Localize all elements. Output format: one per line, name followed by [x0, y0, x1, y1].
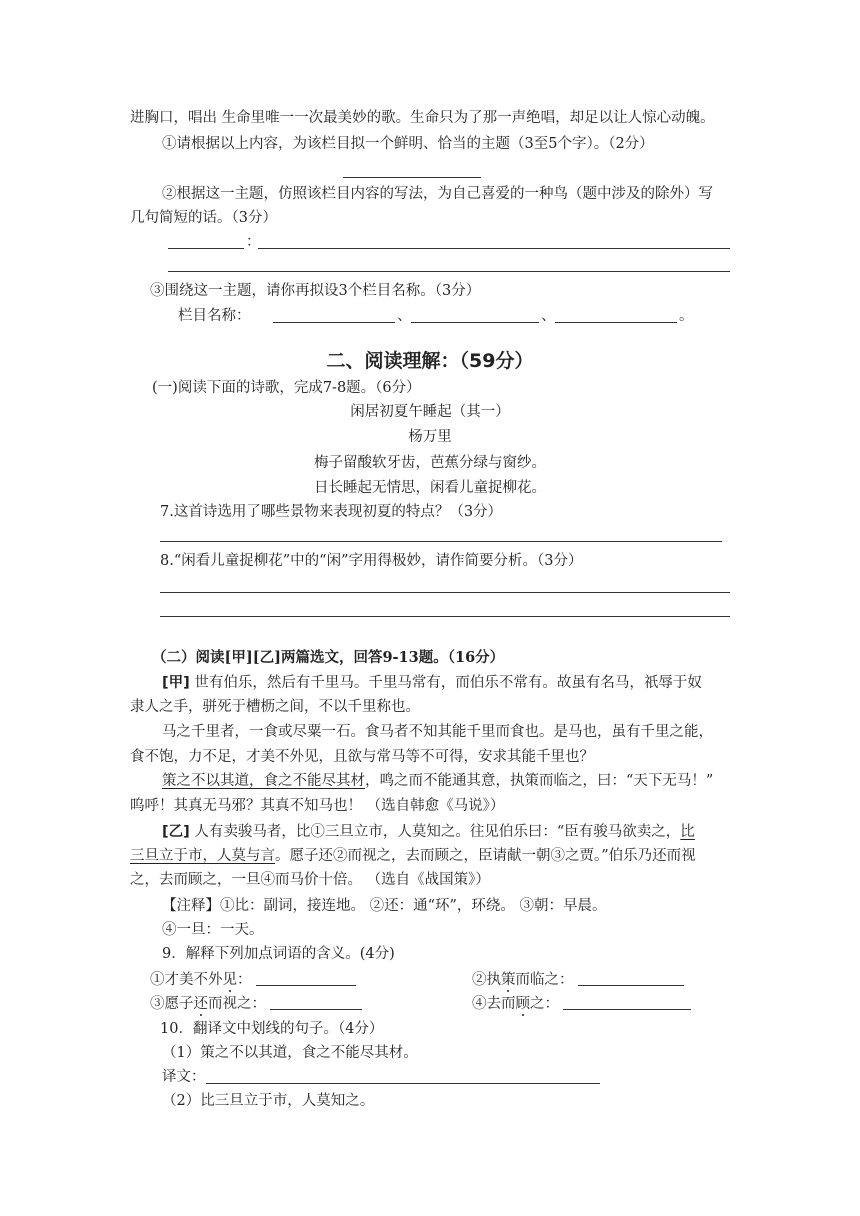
column-names-label: 栏目名称： — [178, 308, 251, 324]
question-9: 9．解释下列加点词语的含义。(4分) — [162, 946, 395, 962]
poem-title: 闲居初夏午睡起（其一） — [350, 404, 510, 420]
question-9-item — [150, 994, 362, 1014]
question-9-item — [150, 970, 356, 990]
underlined-sentence-2a: 比 — [680, 824, 695, 840]
passage-jia-line: 隶人之手，骈死于槽枥之间，不以千里称也。 — [130, 699, 420, 715]
passage-text: 。愿子还②而视之，去而顾之，臣请献一朝③之贾。”伯乐乃还而视 — [275, 848, 696, 864]
passage-yi-line — [130, 846, 696, 866]
question-8: 8.“闲看儿童捉柳花”中的“闲”字用得极妙，请作简要分析。（3分） — [160, 553, 583, 569]
question-10-item: （2）比三旦立于市，人莫知之。 — [162, 1093, 375, 1109]
answer-line-theme — [343, 177, 481, 178]
passage-jia-line — [162, 771, 713, 791]
annotation: ④一旦：一天。 — [162, 922, 264, 938]
underlined-sentence-1: 策之不以其道，食之不能尽其材 — [162, 773, 365, 789]
passage-jia-line: 呜呼！其真无马邪？其真不知马也！ （选自韩愈《马说》） — [130, 798, 505, 814]
q9-text: ②执 — [472, 972, 501, 988]
annotation: 【注释】①比：副词，接连地。 ②还：通“环”，环绕。 ③朝：早晨。 — [162, 898, 607, 914]
q9-text: 之： — [530, 996, 559, 1012]
answer-line-bird-name — [168, 248, 244, 249]
poem-line: 梅子留酸软牙齿，芭蕉分绿与窗纱。 — [314, 455, 546, 471]
answer-line-column-1 — [273, 322, 395, 323]
intro-text-line: 进胸口，唱出 生命里唯一一次最美妙的歌。生命只为了那一声绝唱，却足以让人惊心动魄。 — [130, 110, 715, 126]
answer-line-q8-1 — [160, 592, 730, 593]
answer-blank — [578, 971, 684, 986]
question-2-line2: 几句简短的话。（3分） — [130, 210, 277, 226]
dotted-word: 还 — [193, 996, 208, 1012]
separator: 、 — [541, 308, 556, 324]
question-2-line1: ②根据这一主题，仿照该栏目内容的写法，为自己喜爱的一种鸟（题中涉及的除外）写 — [162, 186, 713, 202]
answer-line-translation — [206, 1083, 600, 1084]
question-9-item — [472, 994, 691, 1014]
poem-line: 日长睡起无情思，闲看儿童捉柳花。 — [314, 480, 546, 496]
q9-text: ④去而 — [472, 996, 516, 1012]
answer-line-q8-2 — [160, 616, 730, 617]
answer-blank — [563, 995, 691, 1010]
question-3: ③围绕这一主题，请你再拟设3个栏目名称。（3分） — [150, 283, 481, 299]
question-10: 10．翻译文中划线的句子。（4分） — [160, 1021, 384, 1037]
passage-jia-line — [162, 673, 702, 693]
period: 。 — [679, 308, 694, 324]
passage-text: 世有伯乐，然后有千里马。千里马常有，而伯乐不常有。故虽有名马，祇辱于奴 — [194, 675, 702, 691]
underlined-sentence-2b: 三旦立于市，人莫与言 — [130, 848, 275, 864]
question-9-item — [472, 970, 684, 990]
answer-blank — [270, 995, 362, 1010]
answer-line-column-2 — [411, 322, 539, 323]
translation-label: 译文： — [162, 1069, 206, 1085]
passage-text: ，鸣之而不能通其意，执策而临之，曰：“天下无马！” — [365, 773, 714, 789]
answer-blank — [256, 971, 356, 986]
dotted-word: 顾 — [515, 996, 530, 1012]
part2-intro: （二）阅读[甲][乙]两篇选文，回答9-13题。（16分） — [152, 649, 505, 666]
passage-jia-mark: [甲] — [162, 675, 190, 691]
part1-intro: (一)阅读下面的诗歌，完成7-8题。（6分） — [152, 380, 421, 396]
q9-text: ③愿子 — [150, 996, 194, 1012]
dotted-word: 策 — [501, 972, 516, 988]
passage-yi-line: 之，去而顾之，一旦④而马价十倍。 （选自《战国策》） — [130, 872, 490, 888]
passage-yi-mark: [乙] — [162, 824, 190, 840]
q9-text: ①才美不外 — [150, 972, 223, 988]
q9-text: 而视之： — [208, 996, 266, 1012]
question-7: 7.这首诗选用了哪些景物来表现初夏的特点？（3分） — [160, 504, 503, 520]
answer-line-bird-2 — [168, 271, 730, 272]
answer-line-column-3 — [555, 322, 677, 323]
answer-line-q7 — [160, 541, 722, 542]
poem-author: 杨万里 — [408, 429, 452, 445]
colon: ： — [246, 234, 261, 250]
passage-text: 人有卖骏马者，比①三旦立市，人莫知之。往见伯乐曰：“臣有骏马欲卖之， — [194, 824, 681, 840]
passage-yi-line — [162, 822, 695, 842]
passage-jia-line: 食不饱，力不足，才美不外见，且欲与常马等不可得，安求其能千里也？ — [130, 749, 594, 765]
q9-text: ： — [237, 972, 252, 988]
q9-text: 而临之： — [515, 972, 574, 988]
question-1: ①请根据以上内容，为该栏目拟一个鲜明、恰当的主题（3至5个字）。（2分） — [162, 136, 654, 152]
separator: 、 — [397, 308, 412, 324]
section-title: 二、阅读理解：（59分） — [326, 350, 534, 372]
question-10-item: （1）策之不以其道，食之不能尽其材。 — [162, 1045, 418, 1061]
answer-line-bird-1 — [258, 248, 730, 249]
dotted-word: 见 — [222, 972, 237, 988]
passage-jia-line: 马之千里者，一食或尽粟一石。食马者不知其能千里而食也。是马也，虽有千里之能， — [162, 724, 713, 740]
